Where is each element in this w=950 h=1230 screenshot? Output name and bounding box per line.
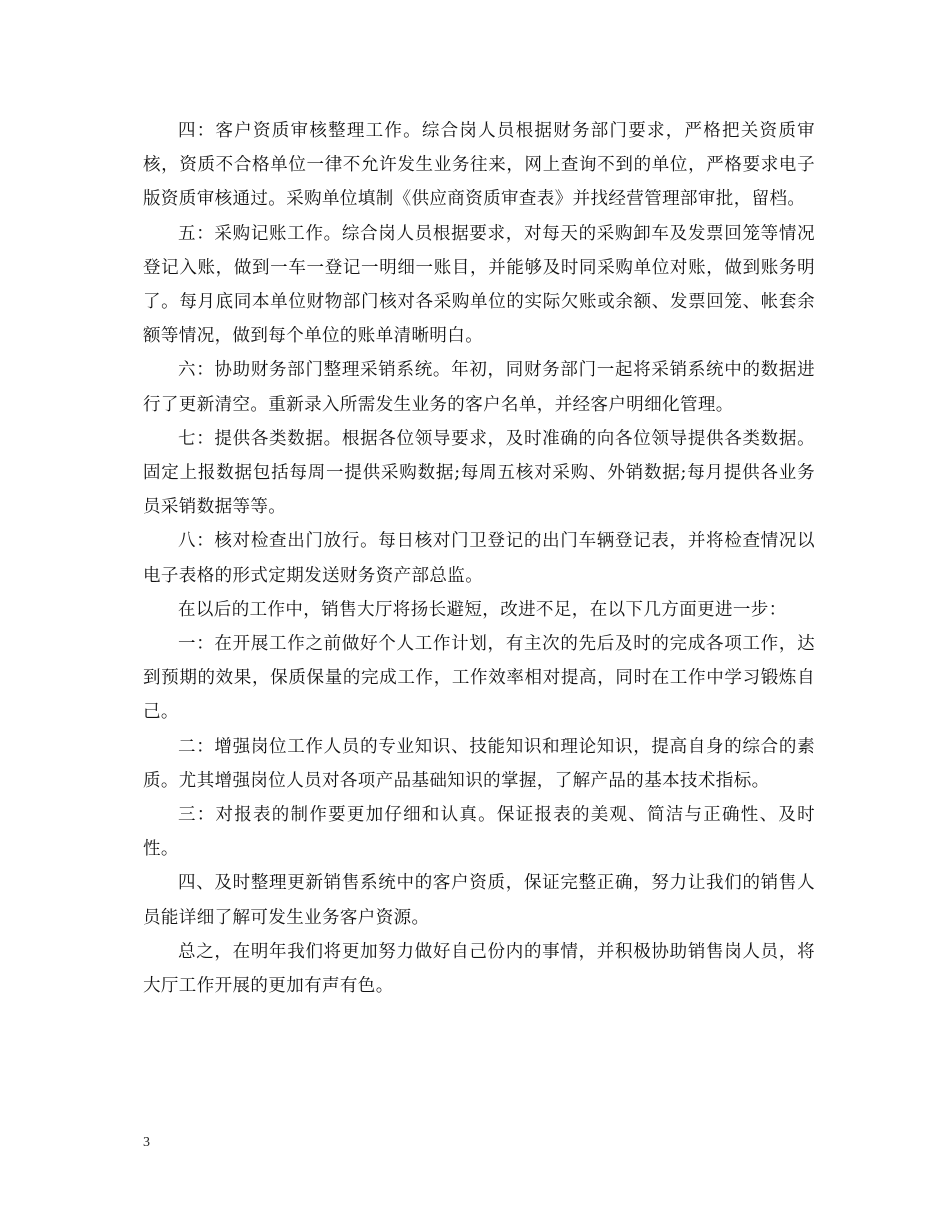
paragraph-improvement-intro: 在以后的工作中，销售大厅将扬长避短，改进不足，在以下几方面更进一步： bbox=[178, 599, 787, 620]
paragraph-conclusion: 总之，在明年我们将更加努力做好自己份内的事情，并积极协助销售岗人员，将大厅工作开展的更加有声有色。 bbox=[143, 941, 815, 997]
page-body bbox=[143, 114, 815, 1003]
paragraph-work-plan: 一：在开展工作之前做好个人工作计划，有主次的先后及时的完成各项工作，达到预期的效果，保质保量的完成工作，工作效率相对提高，同时在工作中学习锻炼自己。 bbox=[143, 634, 815, 723]
paragraph-skills: 二：增强岗位工作人员的专业知识、技能知识和理论知识，提高自身的综合的素质。尤其增强岗位人员对各项产品基础知识的掌握，了解产品的基本技术指标。 bbox=[143, 736, 815, 791]
paragraph-customer-data: 四、及时整理更新销售系统中的客户资质，保证完整正确，努力让我们的销售人员能详细了解可发生业务客户资源。 bbox=[143, 873, 815, 928]
paragraph-sales-system: 六：协助财务部门整理采销系统。年初，同财务部门一起将采销系统中的数据进行了更新清空。重新录入所需发生业务的客户名单，并经客户明细化管理。 bbox=[143, 360, 815, 415]
paragraph-reports: 三：对报表的制作要更加仔细和认真。保证报表的美观、简洁与正确性、及时性。 bbox=[143, 805, 815, 860]
paragraph-data-reporting: 七：提供各类数据。根据各位领导要求，及时准确的向各位领导提供各类数据。固定上报数据包括每周一提供采购数据;每周五核对采购、外销数据;每月提供各业务员采销数据等等。 bbox=[143, 428, 815, 518]
paragraph-purchase-accounting: 五：采购记账工作。综合岗人员根据要求，对每天的采购卸车及发票回笼等情况登记入账，做到一车一登记一明细一账目，并能够及时同采购单位对账，做到账务明了。每月底同本单位财物部门核对各采购单位的实际欠账或余额、发票回笼、帐套余额等情况，做到每个单位的账单清晰明白。 bbox=[143, 223, 815, 347]
paragraph-qualification-review: 四：客户资质审核整理工作。综合岗人员根据财务部门要求，严格把关资质审核，资质不合格单位一律不允许发生业务往来，网上查询不到的单位，严格要求电子版资质审核通过。采购单位填制《供应商资质审查表》并找经营管理部审批，留档。 bbox=[143, 121, 815, 210]
paragraph-exit-check: 八：核对检查出门放行。每日核对门卫登记的出门车辆登记表，并将检查情况以电子表格的形式定期发送财务资产部总监。 bbox=[143, 531, 815, 586]
page-number: 3 bbox=[143, 1135, 150, 1150]
